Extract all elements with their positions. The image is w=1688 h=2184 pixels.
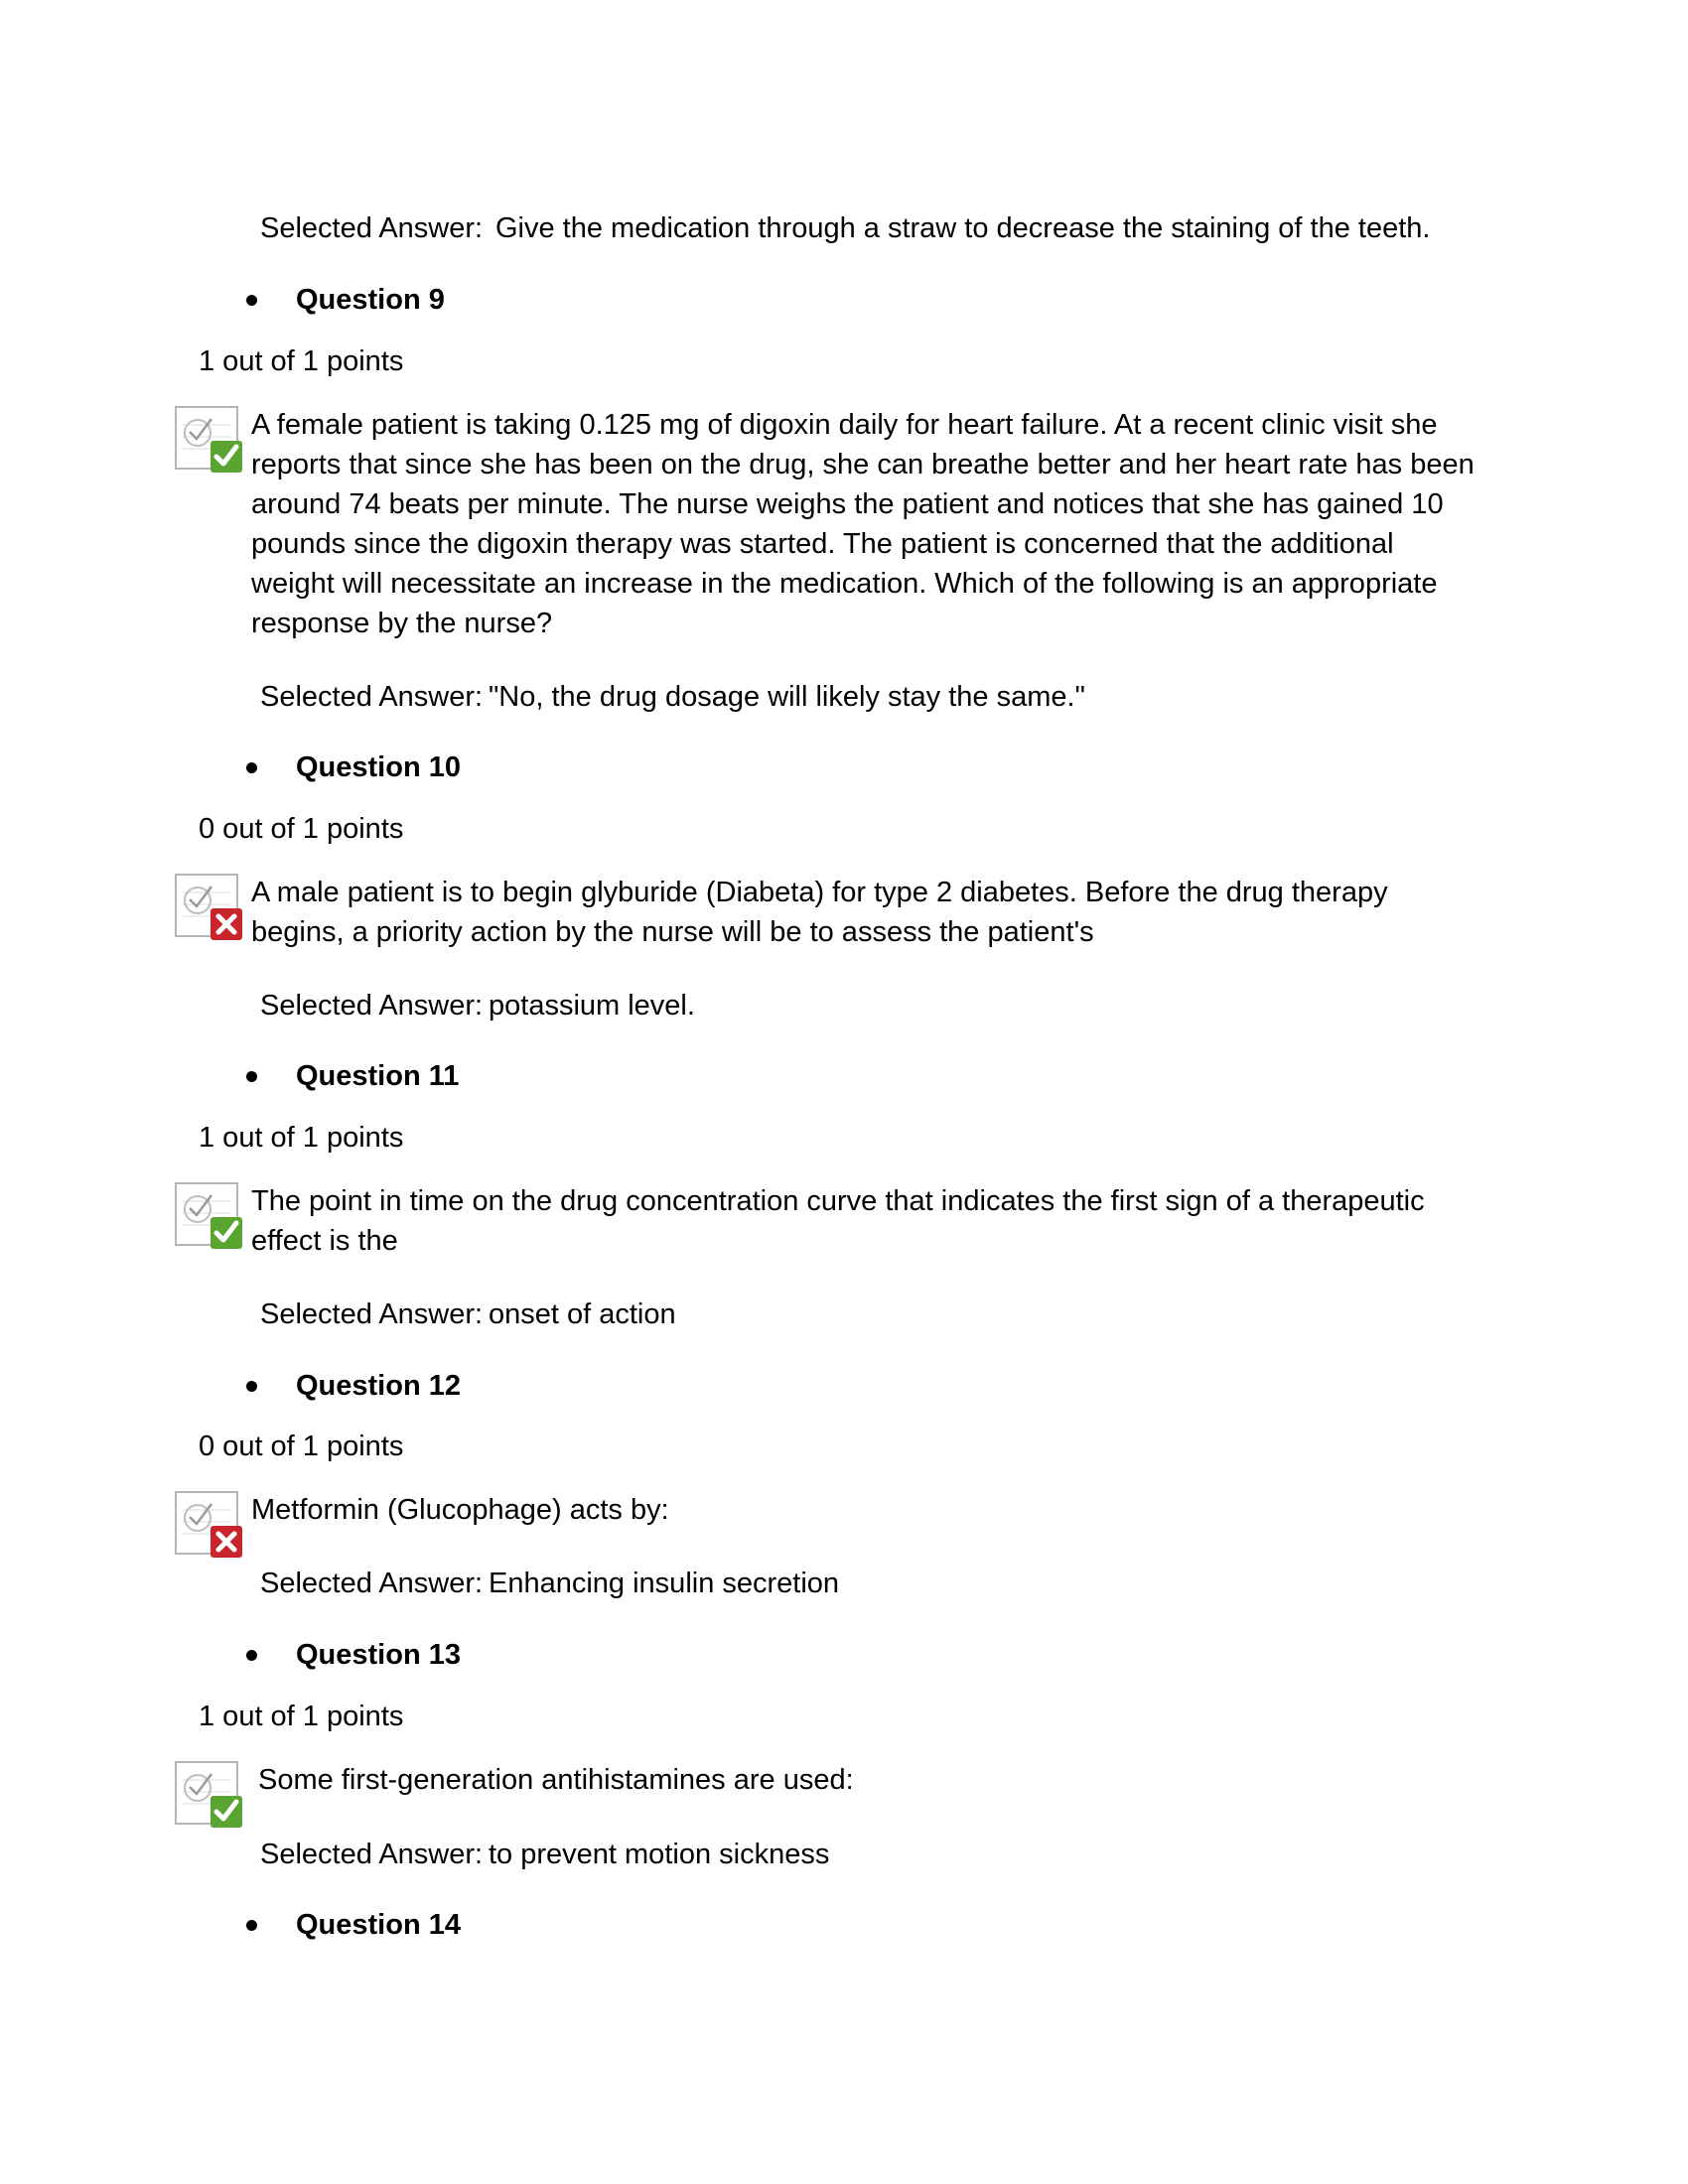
selected-answer-value: "No, the drug dosage will likely stay the same." (489, 681, 1085, 713)
question-title: Question 14 (296, 1909, 461, 1941)
correct-check-icon (174, 405, 245, 475)
correct-check-icon (174, 1760, 245, 1830)
question-title: Question 12 (296, 1370, 461, 1402)
selected-answer-value: onset of action (489, 1298, 676, 1330)
selected-answer-value: to prevent motion sickness (489, 1839, 830, 1870)
question-text-line: A male patient is to begin glyburide (Diabeta) for type 2 diabetes. Before the drug therapy (251, 877, 1388, 908)
question-title: Question 10 (296, 751, 461, 783)
question-title: Question 11 (296, 1060, 460, 1092)
question-text-line: The point in time on the drug concentration curve that indicates the first sign of a therapeutic (251, 1185, 1425, 1217)
bullet (246, 1381, 257, 1392)
question-points: 1 out of 1 points (199, 1122, 404, 1154)
question-text-line: response by the nurse? (251, 608, 553, 639)
question-text-line: A female patient is taking 0.125 mg of digoxin daily for heart failure. At a recent clinic visit she (251, 409, 1438, 441)
question-title: Question 9 (296, 284, 445, 316)
question-title: Question 13 (296, 1639, 461, 1671)
selected-answer-value: Give the medication through a straw to decrease the staining of the teeth. (495, 212, 1431, 244)
question-text-line: weight will necessitate an increase in the medication. Which of the following is an appropriate (251, 568, 1438, 600)
selected-answer-label: Selected Answer: (260, 1568, 484, 1599)
question-points: 0 out of 1 points (199, 1431, 404, 1462)
question-text-line: around 74 beats per minute. The nurse weighs the patient and notices that she has gained 10 (251, 488, 1444, 520)
selected-answer-value: Enhancing insulin secretion (489, 1568, 840, 1599)
bullet (246, 295, 257, 306)
selected-answer-label: Selected Answer: (260, 681, 484, 713)
selected-answer-label: Selected Answer: (260, 1839, 484, 1870)
bullet (246, 762, 257, 773)
question-text-line: effect is the (251, 1225, 398, 1257)
bullet (246, 1920, 257, 1931)
correct-check-icon (174, 1181, 245, 1251)
selected-answer-label: Selected Answer: (260, 1298, 484, 1330)
selected-answer-label: Selected Answer: (260, 990, 484, 1022)
selected-answer-value: potassium level. (489, 990, 695, 1022)
bullet (246, 1071, 257, 1082)
question-text-line: pounds since the digoxin therapy was started. The patient is concerned that the additional (251, 528, 1394, 560)
question-text-line: reports that since she has been on the drug, she can breathe better and her heart rate has been (251, 449, 1475, 480)
selected-answer-label: Selected Answer: (260, 212, 484, 244)
incorrect-x-icon (174, 1490, 245, 1560)
incorrect-x-icon (174, 873, 245, 942)
question-points: 1 out of 1 points (199, 1701, 404, 1732)
question-text-line: begins, a priority action by the nurse will be to assess the patient's (251, 916, 1094, 948)
bullet (246, 1650, 257, 1661)
question-points: 0 out of 1 points (199, 813, 404, 845)
question-points: 1 out of 1 points (199, 345, 404, 377)
question-text-line: Metformin (Glucophage) acts by: (251, 1494, 669, 1526)
question-text-line: Some first-generation antihistamines are used: (258, 1764, 854, 1796)
